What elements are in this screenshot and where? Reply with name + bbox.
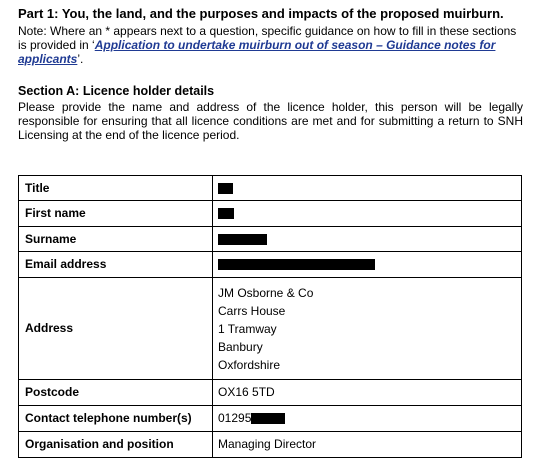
redaction-block bbox=[218, 234, 267, 245]
postcode-label: Postcode bbox=[19, 380, 213, 406]
address-line: Oxfordshire bbox=[218, 357, 281, 372]
table-row bbox=[19, 406, 522, 432]
table-row bbox=[19, 432, 522, 458]
address-line: Carrs House bbox=[218, 303, 286, 318]
email-value bbox=[213, 252, 522, 278]
address-line: JM Osborne & Co bbox=[218, 285, 314, 300]
first-name-label: First name bbox=[19, 201, 213, 227]
redaction-block bbox=[218, 208, 234, 219]
note-prefix: Note: Where an * appears next to a question, specific guidance on how to fill in these sections is provided in ‘ bbox=[18, 24, 517, 52]
redaction-block bbox=[251, 413, 285, 424]
organisation-value: Managing Director bbox=[213, 432, 522, 458]
organisation-label: Organisation and position bbox=[19, 432, 213, 458]
first-name-value bbox=[213, 201, 522, 227]
redaction-block bbox=[218, 259, 375, 270]
surname-label: Surname bbox=[19, 227, 213, 252]
address-line: Banbury bbox=[218, 339, 263, 354]
table-row bbox=[19, 278, 522, 380]
telephone-prefix: 01295 bbox=[218, 411, 252, 425]
table-row bbox=[19, 201, 522, 227]
postcode-value: OX16 5TD bbox=[213, 380, 522, 406]
address-line: 1 Tramway bbox=[218, 321, 277, 336]
email-label: Email address bbox=[19, 252, 213, 278]
section-a-instructions: Please provide the name and address of the licence holder, this person will be legally responsible for ensuring that all licence conditions are met and for submitting a return to SNH Licensing at the end of the licence period. bbox=[18, 100, 523, 142]
title-label: Title bbox=[19, 176, 213, 201]
address-value bbox=[213, 278, 522, 380]
redaction-block bbox=[218, 183, 233, 194]
title-value bbox=[213, 176, 522, 201]
part-title: Part 1: You, the land, and the purposes and impacts of the proposed muirburn. bbox=[18, 6, 504, 21]
table-row bbox=[19, 227, 522, 252]
guidance-notes-link[interactable]: Application to undertake muirburn out of season – Guidance notes for applicants bbox=[18, 38, 496, 66]
address-label: Address bbox=[19, 278, 213, 380]
table-row bbox=[19, 380, 522, 406]
surname-value bbox=[213, 227, 522, 252]
section-a-title: Section A: Licence holder details bbox=[18, 84, 215, 98]
table-row bbox=[19, 176, 522, 201]
note-suffix: ’. bbox=[77, 52, 84, 66]
telephone-value bbox=[213, 406, 522, 432]
telephone-label: Contact telephone number(s) bbox=[19, 406, 213, 432]
table-row bbox=[19, 252, 522, 278]
licence-holder-table bbox=[18, 175, 522, 458]
application-form-page bbox=[18, 6, 528, 451]
guidance-note bbox=[18, 24, 528, 66]
